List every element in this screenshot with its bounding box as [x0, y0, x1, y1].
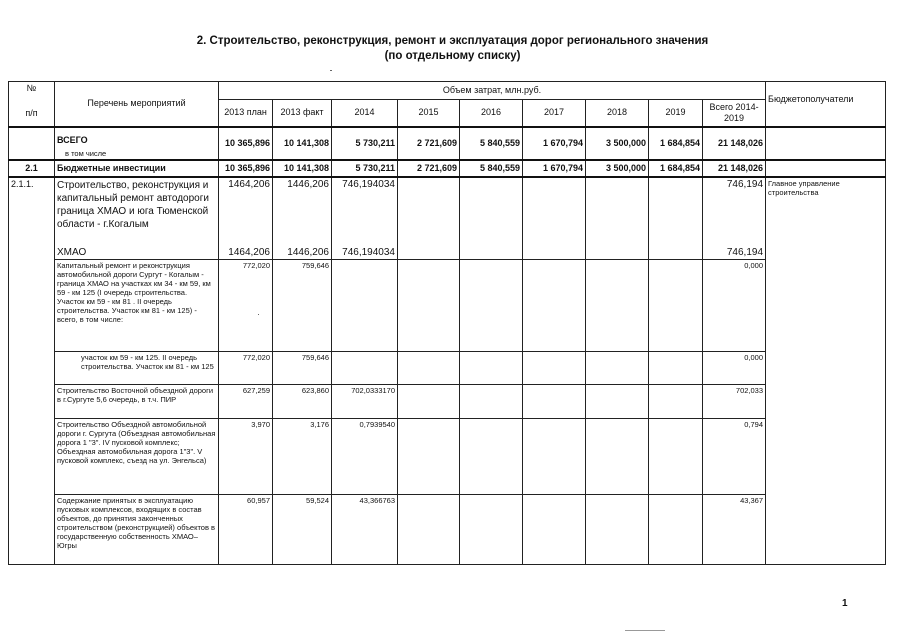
total-row	[9, 127, 886, 160]
table-row: Содержание принятых в эксплуатацию пусковых комплексов, входящих в состав объектов, до принятия законченных строительством (реконструкцией) объектов в государственную собственность ХМАО–Югры 60,957 59,524 43,366763 43,367	[9, 495, 886, 565]
table-row: ХМАО 1464,206 1446,206 746,194034 746,194	[9, 241, 886, 260]
expenditure-table	[8, 81, 886, 565]
total-value: 3 500,000	[586, 127, 649, 160]
total-value: 5 730,211	[332, 127, 398, 160]
header-number: № п/п	[9, 82, 55, 127]
title-line-1: 2. Строительство, реконструкция, ремонт и эксплуатация дорог регионального значения	[196, 35, 709, 47]
budget-value: 5 730,211	[332, 160, 398, 177]
header-year-2013-fact: 2013 факт	[273, 100, 332, 127]
budget-value: 21 148,026	[703, 160, 766, 177]
total-value: 21 148,026	[703, 127, 766, 160]
total-label: ВСЕГО в том числе	[55, 127, 219, 160]
table-row: 2.1.1. Строительство, реконструкция и капитальный ремонт автодороги граница ХМАО и юга Тюменской области - г.Когалым 1464,206 1446,206 746,194034 746,194 Главное управление строительства	[9, 177, 886, 241]
scan-speck	[625, 630, 665, 631]
total-value: 2 721,609	[398, 127, 460, 160]
total-value: 10 365,896	[219, 127, 273, 160]
row-label: участок км 59 - км 125. II очередь строительства. Участок км 81 - км 125	[55, 352, 219, 385]
header-year-2016: 2016	[460, 100, 523, 127]
row-number: 2.1.1.	[9, 177, 55, 241]
page-number: 1	[842, 598, 848, 609]
table-row: Капитальный ремонт и реконструкция автомобильной дороги Сургут - Когалым - граница ХМАО на участках км 34 - км 59, км 59 - км 125 (I очередь строительства. Участок км 59 - км 81 . II очередь строительства. Участок км 81 - км 125) - всего, в том числе: 772,020 759,646 0,000	[9, 260, 886, 352]
header-year-2019: 2019	[649, 100, 703, 127]
header-year-2015: 2015	[398, 100, 460, 127]
document-title	[0, 34, 905, 64]
budget-value: 1 670,794	[523, 160, 586, 177]
budget-value: 10 365,896	[219, 160, 273, 177]
header-activity: Перечень мероприятий	[55, 82, 219, 127]
table-row: Строительство Объездной автомобильной дороги г. Сургута (Объездная автомобильная дорога 1 "3". IV пусковой комплекс; Объездная автомобильная дорога 1"3". V пусковой комплекс, съезд на ул. Энгельса) 3,970 3,176 0,7939540 0,794	[9, 419, 886, 495]
header-total-2014-2019: Всего 2014-2019	[703, 100, 766, 127]
row-label: Строительство Восточной объездной дороги в г.Сургуте 5,6 очередь, в т.ч. ПИР	[55, 385, 219, 419]
row-recipient: Главное управление строительства	[766, 177, 886, 241]
budget-value: 3 500,000	[586, 160, 649, 177]
row-label: ХМАО	[55, 241, 219, 260]
header-year-2013-plan: 2013 план	[219, 100, 273, 127]
scan-speck	[330, 70, 332, 71]
row-label: Строительство, реконструкция и капитальный ремонт автодороги граница ХМАО и юга Тюменской области - г.Когалым	[55, 177, 219, 241]
total-value: 5 840,559	[460, 127, 523, 160]
row-label: Строительство Объездной автомобильной дороги г. Сургута (Объездная автомобильная дорога 1 "3". IV пусковой комплекс; Объездная автомобильная дорога 1"3". V пусковой комплекс, съезд на ул. Энгельса)	[55, 419, 219, 495]
budget-value: 1 684,854	[649, 160, 703, 177]
title-line-2: (по отдельному списку)	[384, 50, 521, 62]
total-value: 1 670,794	[523, 127, 586, 160]
header-year-2017: 2017	[523, 100, 586, 127]
budget-row	[9, 160, 886, 177]
header-recipient: Бюджетополучатели	[766, 82, 886, 127]
table-row: Строительство Восточной объездной дороги в г.Сургуте 5,6 очередь, в т.ч. ПИР 627,259 623,860 702,0333170 702,033	[9, 385, 886, 419]
budget-value: 2 721,609	[398, 160, 460, 177]
total-value: 1 684,854	[649, 127, 703, 160]
budget-value: 5 840,559	[460, 160, 523, 177]
row-label: Содержание принятых в эксплуатацию пусковых комплексов, входящих в состав объектов, до принятия законченных строительством (реконструкцией) объектов в государственную собственность ХМАО–Югры	[55, 495, 219, 565]
row-label: Капитальный ремонт и реконструкция автомобильной дороги Сургут - Когалым - граница ХМАО на участках км 34 - км 59, км 59 - км 125 (I очередь строительства. Участок км 59 - км 81 . II очередь строительства. Участок км 81 - км 125) - всего, в том числе:	[55, 260, 219, 352]
table-row: участок км 59 - км 125. II очередь строительства. Участок км 81 - км 125 772,020 759,646 0,000	[9, 352, 886, 385]
header-costs: Объем затрат, млн.руб.	[219, 82, 766, 100]
budget-label: Бюджетные инвестиции	[55, 160, 219, 177]
budget-value: 10 141,308	[273, 160, 332, 177]
header-year-2014: 2014	[332, 100, 398, 127]
total-value: 10 141,308	[273, 127, 332, 160]
scan-speck	[258, 314, 259, 315]
header-row-1	[9, 82, 886, 100]
budget-number: 2.1	[9, 160, 55, 177]
header-year-2018: 2018	[586, 100, 649, 127]
